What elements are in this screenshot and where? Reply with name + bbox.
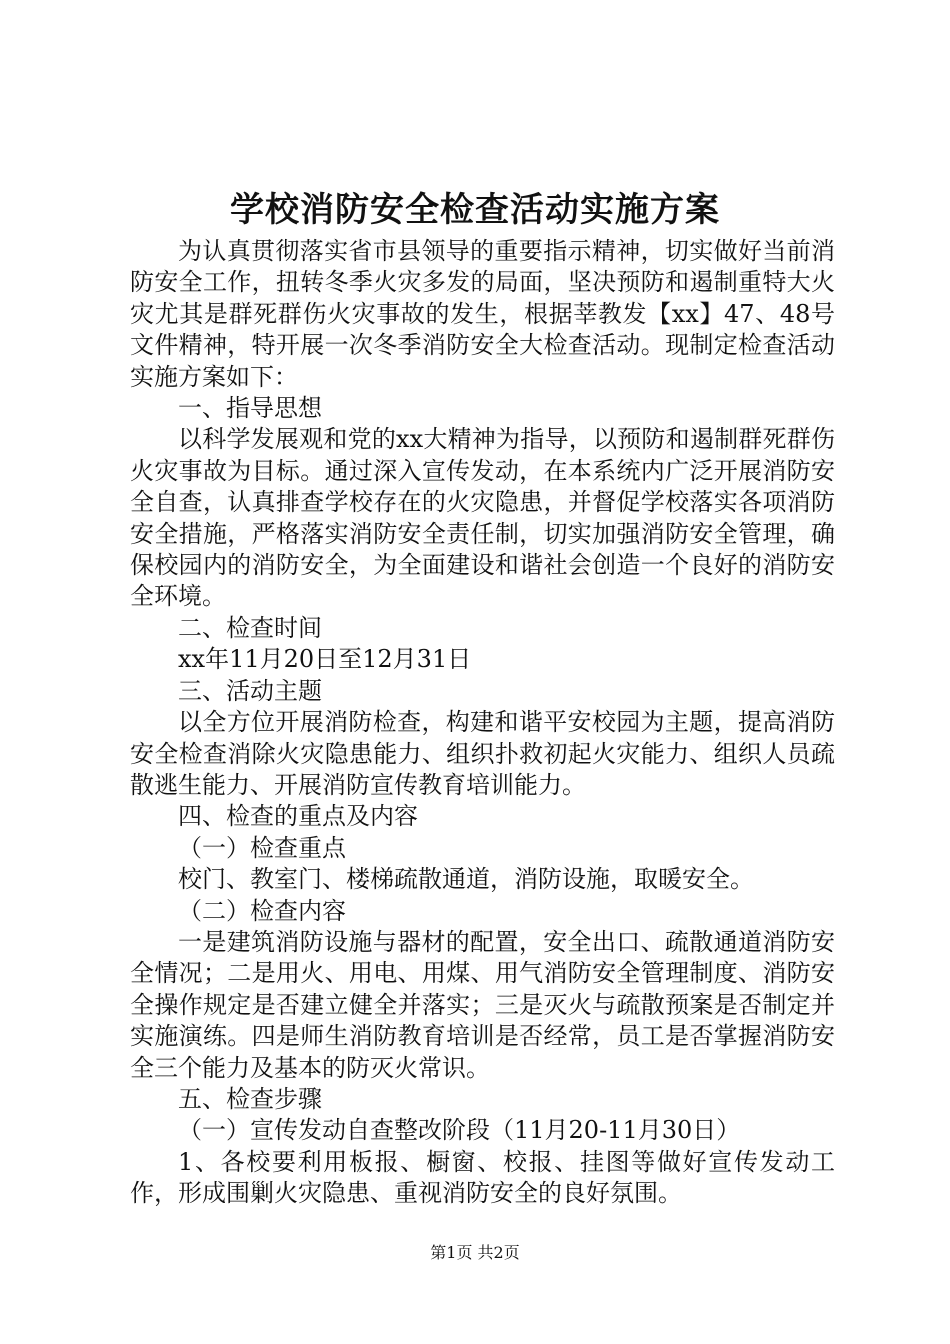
guiding-thought-paragraph: 以科学发展观和党的xx大精神为指导，以预防和遏制群死群伤火灾事故为目标。通过深入宣传发动，在本系统内广泛开展消防安全自查，认真排查学校存在的火灾隐患，并督促学校落实各项消防安全措施，严格落实消防安全责任制，切实加强消防安全管理，确保校园内的消防安全，为全面建设和谐社会创造一个良好的消防安全环境。 xyxy=(130,425,835,611)
subsection-heading-stage-one: （一）宣传发动自查整改阶段（11月20-11月30日） xyxy=(178,1116,741,1145)
section-heading-focus-and-content: 四、检查的重点及内容 xyxy=(178,802,418,831)
section-heading-inspection-time: 二、检查时间 xyxy=(178,613,322,642)
content-paragraph: 一是建筑消防设施与器材的配置，安全出口、疏散通道消防安全情况；二是用火、用电、用煤、用气消防安全管理制度、消防安全操作规定是否建立健全并落实；三是灭火与疏散预案是否制定并实施演练。四是师生消防教育培训是否经常，员工是否掌握消防安全三个能力及基本的防灭火常识。 xyxy=(130,927,835,1082)
activity-theme-paragraph: 以全方位开展消防检查，构建和谐平安校园为主题，提高消防安全检查消除火灾隐患能力、组织扑救初起火灾能力、组织人员疏散逃生能力、开展消防宣传教育培训能力。 xyxy=(130,708,835,799)
inspection-time-value: xx年11月20日至12月31日 xyxy=(178,645,472,674)
section-heading-guiding-thought: 一、指导思想 xyxy=(178,394,322,423)
document-body xyxy=(130,236,835,1210)
page-footer: 第1页 共2页 xyxy=(430,1243,520,1262)
focus-items: 校门、教室门、楼梯疏散通道，消防设施，取暖安全。 xyxy=(178,865,754,894)
stage-one-item-1: 1、各校要利用板报、橱窗、校报、挂图等做好宣传发动工作，形成围剿火灾隐患、重视消防安全的良好氛围。 xyxy=(130,1147,835,1208)
section-heading-steps: 五、检查步骤 xyxy=(178,1084,322,1113)
subsection-heading-content: （二）检查内容 xyxy=(178,896,346,925)
intro-paragraph: 为认真贯彻落实省市县领导的重要指示精神，切实做好当前消防安全工作，扭转冬季火灾多发的局面，坚决预防和遏制重特大火灾尤其是群死群伤火灾事故的发生，根据莘教发【xx】47、48号文件精神，特开展一次冬季消防安全大检查活动。现制定检查活动实施方案如下： xyxy=(130,237,835,391)
subsection-heading-focus: （一）检查重点 xyxy=(178,833,346,862)
section-heading-activity-theme: 三、活动主题 xyxy=(178,676,322,705)
page-title: 学校消防安全检查活动实施方案 xyxy=(230,190,720,230)
